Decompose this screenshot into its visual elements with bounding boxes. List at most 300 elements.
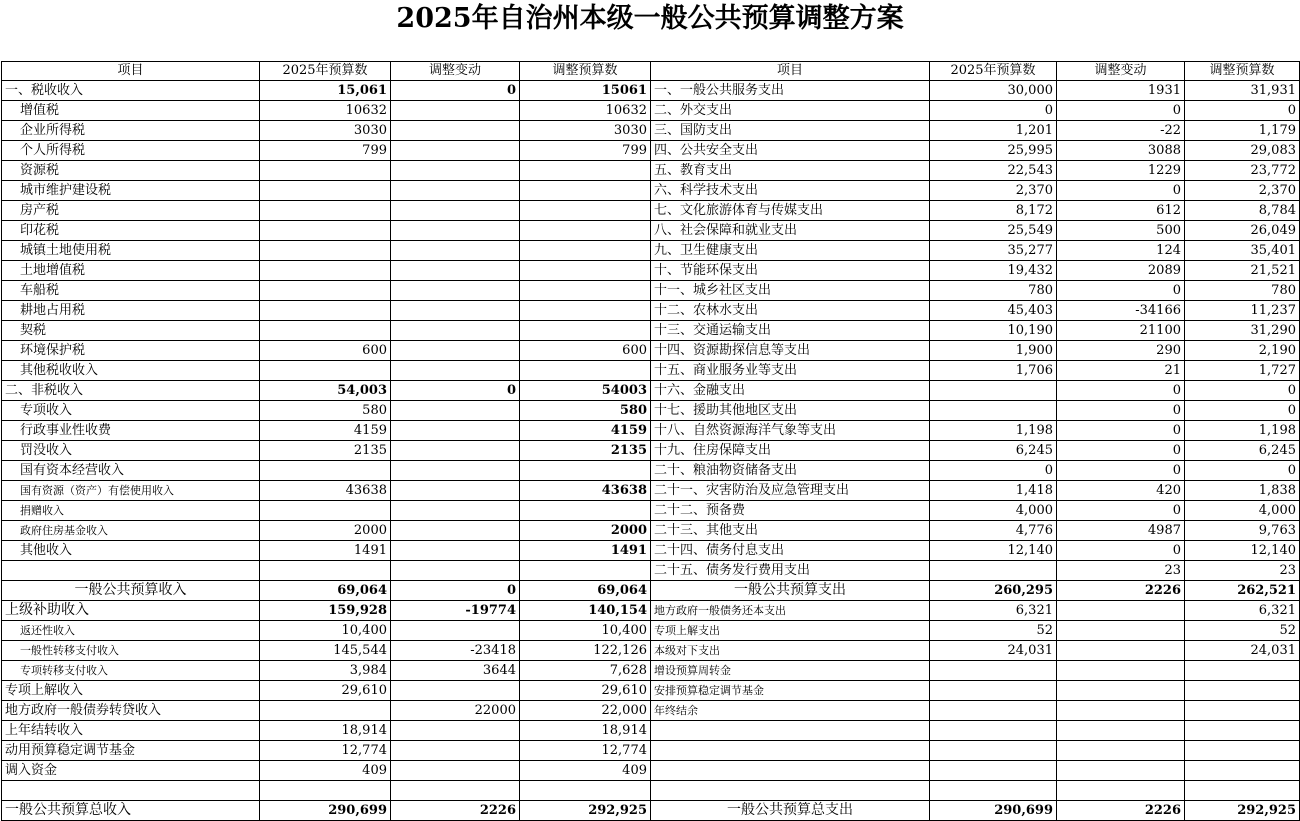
column-header: 调整预算数 xyxy=(1185,62,1300,81)
value-cell: 18,914 xyxy=(520,721,651,741)
value-cell: 292,925 xyxy=(520,801,651,821)
value-cell: 780 xyxy=(930,281,1057,301)
value-cell: 23 xyxy=(1185,561,1300,581)
table-row xyxy=(2,441,1300,461)
value-cell: 4987 xyxy=(1057,521,1185,541)
value-cell: 15061 xyxy=(520,81,651,101)
budget-table xyxy=(1,61,1300,821)
value-cell: 140,154 xyxy=(520,601,651,621)
value-cell: 600 xyxy=(260,341,391,361)
table-row xyxy=(2,621,1300,641)
value-cell xyxy=(1057,721,1185,741)
table-row xyxy=(2,661,1300,681)
value-cell: 30,000 xyxy=(930,81,1057,101)
value-cell: 799 xyxy=(260,141,391,161)
value-cell xyxy=(391,461,520,481)
item-cell: 六、科学技术支出 xyxy=(651,181,930,201)
value-cell xyxy=(1057,681,1185,701)
value-cell: 21100 xyxy=(1057,321,1185,341)
value-cell: 292,925 xyxy=(1185,801,1300,821)
value-cell xyxy=(260,261,391,281)
value-cell xyxy=(930,381,1057,401)
value-cell: 22,000 xyxy=(520,701,651,721)
item-cell: 二十五、债务发行费用支出 xyxy=(651,561,930,581)
value-cell: 2135 xyxy=(520,441,651,461)
value-cell xyxy=(391,261,520,281)
table-row xyxy=(2,101,1300,121)
item-cell: 耕地占用税 xyxy=(2,301,260,321)
value-cell: 2089 xyxy=(1057,261,1185,281)
value-cell: 1491 xyxy=(260,541,391,561)
value-cell: 1931 xyxy=(1057,81,1185,101)
value-cell: 0 xyxy=(1057,281,1185,301)
item-cell: 二十、粮油物资储备支出 xyxy=(651,461,930,481)
value-cell: 0 xyxy=(1185,101,1300,121)
value-cell xyxy=(391,501,520,521)
value-cell: 23,772 xyxy=(1185,161,1300,181)
item-cell: 车船税 xyxy=(2,281,260,301)
item-cell: 一、税收收入 xyxy=(2,81,260,101)
value-cell: 262,521 xyxy=(1185,581,1300,601)
value-cell xyxy=(930,561,1057,581)
column-header: 调整变动 xyxy=(391,62,520,81)
value-cell: 24,031 xyxy=(930,641,1057,661)
page-title: 2025年自治州本级一般公共预算调整方案 xyxy=(396,3,904,34)
item-cell: 专项转移支付收入 xyxy=(2,661,260,681)
item-cell: 上级补助收入 xyxy=(2,601,260,621)
value-cell: 7,628 xyxy=(520,661,651,681)
value-cell xyxy=(260,501,391,521)
item-cell: 专项上解收入 xyxy=(2,681,260,701)
value-cell: 799 xyxy=(520,141,651,161)
item-cell: 一、一般公共服务支出 xyxy=(651,81,930,101)
value-cell: 409 xyxy=(520,761,651,781)
value-cell xyxy=(391,141,520,161)
value-cell xyxy=(260,221,391,241)
item-cell: 国有资本经营收入 xyxy=(2,461,260,481)
table-row xyxy=(2,381,1300,401)
item-cell: 地方政府一般债务还本支出 xyxy=(651,601,930,621)
item-cell: 十一、城乡社区支出 xyxy=(651,281,930,301)
value-cell xyxy=(930,721,1057,741)
value-cell xyxy=(520,181,651,201)
value-cell xyxy=(1185,741,1300,761)
item-cell: 十八、自然资源海洋气象等支出 xyxy=(651,421,930,441)
value-cell: 26,049 xyxy=(1185,221,1300,241)
value-cell xyxy=(1057,641,1185,661)
value-cell xyxy=(520,461,651,481)
value-cell: 1,727 xyxy=(1185,361,1300,381)
value-cell: 500 xyxy=(1057,221,1185,241)
value-cell xyxy=(391,441,520,461)
table-row xyxy=(2,781,1300,801)
value-cell: 43638 xyxy=(260,481,391,501)
value-cell: 1,900 xyxy=(930,341,1057,361)
item-cell: 增设预算周转金 xyxy=(651,661,930,681)
value-cell: 10,400 xyxy=(520,621,651,641)
value-cell: 4,000 xyxy=(930,501,1057,521)
item-cell: 增值税 xyxy=(2,101,260,121)
item-cell xyxy=(2,561,260,581)
value-cell xyxy=(391,221,520,241)
item-cell: 政府住房基金收入 xyxy=(2,521,260,541)
value-cell: 12,774 xyxy=(260,741,391,761)
table-row xyxy=(2,421,1300,441)
value-cell xyxy=(260,701,391,721)
value-cell xyxy=(391,161,520,181)
value-cell xyxy=(1057,621,1185,641)
value-cell: 0 xyxy=(391,581,520,601)
value-cell: 21 xyxy=(1057,361,1185,381)
value-cell: 10,190 xyxy=(930,321,1057,341)
value-cell: 3030 xyxy=(260,121,391,141)
value-cell: 54,003 xyxy=(260,381,391,401)
value-cell xyxy=(391,621,520,641)
value-cell: 25,995 xyxy=(930,141,1057,161)
value-cell: 29,610 xyxy=(260,681,391,701)
item-cell: 其他税收收入 xyxy=(2,361,260,381)
value-cell: 1,706 xyxy=(930,361,1057,381)
value-cell xyxy=(391,421,520,441)
item-cell: 十、节能环保支出 xyxy=(651,261,930,281)
value-cell: 0 xyxy=(930,461,1057,481)
table-row xyxy=(2,281,1300,301)
value-cell: 45,403 xyxy=(930,301,1057,321)
table-row xyxy=(2,501,1300,521)
item-cell: 二、外交支出 xyxy=(651,101,930,121)
value-cell: 580 xyxy=(260,401,391,421)
value-cell: 290,699 xyxy=(260,801,391,821)
item-cell: 年终结余 xyxy=(651,701,930,721)
value-cell: 11,237 xyxy=(1185,301,1300,321)
value-cell: 52 xyxy=(1185,621,1300,641)
value-cell: 580 xyxy=(520,401,651,421)
value-cell xyxy=(260,781,391,801)
value-cell: 31,290 xyxy=(1185,321,1300,341)
value-cell: 2000 xyxy=(520,521,651,541)
value-cell: 8,172 xyxy=(930,201,1057,221)
value-cell xyxy=(1185,701,1300,721)
value-cell xyxy=(391,721,520,741)
value-cell xyxy=(260,301,391,321)
value-cell: 15,061 xyxy=(260,81,391,101)
value-cell xyxy=(391,761,520,781)
item-cell xyxy=(2,781,260,801)
value-cell xyxy=(1057,601,1185,621)
value-cell xyxy=(930,681,1057,701)
item-cell: 本级对下支出 xyxy=(651,641,930,661)
value-cell xyxy=(1057,741,1185,761)
item-cell: 资源税 xyxy=(2,161,260,181)
value-cell xyxy=(1185,721,1300,741)
value-cell xyxy=(391,281,520,301)
value-cell: 29,083 xyxy=(1185,141,1300,161)
value-cell: 69,064 xyxy=(520,581,651,601)
value-cell xyxy=(1185,761,1300,781)
value-cell: 4,000 xyxy=(1185,501,1300,521)
value-cell xyxy=(391,181,520,201)
item-cell: 二十二、预备费 xyxy=(651,501,930,521)
value-cell: 0 xyxy=(1057,381,1185,401)
value-cell xyxy=(1057,661,1185,681)
column-header: 调整变动 xyxy=(1057,62,1185,81)
table-row xyxy=(2,741,1300,761)
value-cell: 35,277 xyxy=(930,241,1057,261)
item-cell: 一般公共预算支出 xyxy=(651,581,930,601)
value-cell: 1,838 xyxy=(1185,481,1300,501)
value-cell: 43638 xyxy=(520,481,651,501)
value-cell: 69,064 xyxy=(260,581,391,601)
item-cell xyxy=(651,721,930,741)
value-cell: 2226 xyxy=(1057,581,1185,601)
value-cell: 25,549 xyxy=(930,221,1057,241)
value-cell xyxy=(391,361,520,381)
value-cell xyxy=(391,121,520,141)
value-cell: 3030 xyxy=(520,121,651,141)
item-cell: 一般公共预算总收入 xyxy=(2,801,260,821)
value-cell xyxy=(520,561,651,581)
value-cell: -22 xyxy=(1057,121,1185,141)
value-cell: 290,699 xyxy=(930,801,1057,821)
table-row xyxy=(2,641,1300,661)
table-row xyxy=(2,241,1300,261)
table-row xyxy=(2,801,1300,821)
value-cell: 260,295 xyxy=(930,581,1057,601)
value-cell: 2226 xyxy=(391,801,520,821)
value-cell: 18,914 xyxy=(260,721,391,741)
value-cell: 124 xyxy=(1057,241,1185,261)
value-cell: 9,763 xyxy=(1185,521,1300,541)
value-cell xyxy=(391,741,520,761)
value-cell: 2000 xyxy=(260,521,391,541)
value-cell: 1,418 xyxy=(930,481,1057,501)
value-cell xyxy=(391,781,520,801)
table-row xyxy=(2,721,1300,741)
item-cell: 土地增值税 xyxy=(2,261,260,281)
table-row xyxy=(2,601,1300,621)
value-cell xyxy=(260,461,391,481)
value-cell: 3644 xyxy=(391,661,520,681)
value-cell: 159,928 xyxy=(260,601,391,621)
item-cell: 契税 xyxy=(2,321,260,341)
value-cell xyxy=(930,781,1057,801)
item-cell: 十二、农林水支出 xyxy=(651,301,930,321)
value-cell: 8,784 xyxy=(1185,201,1300,221)
item-cell: 罚没收入 xyxy=(2,441,260,461)
item-cell: 国有资源（资产）有偿使用收入 xyxy=(2,481,260,501)
table-row xyxy=(2,121,1300,141)
value-cell: 6,321 xyxy=(930,601,1057,621)
value-cell: 31,931 xyxy=(1185,81,1300,101)
table-row xyxy=(2,321,1300,341)
item-cell: 一般公共预算总支出 xyxy=(651,801,930,821)
item-cell: 十四、资源勘探信息等支出 xyxy=(651,341,930,361)
value-cell xyxy=(260,181,391,201)
item-cell: 一般公共预算收入 xyxy=(2,581,260,601)
table-row xyxy=(2,161,1300,181)
item-cell: 房产税 xyxy=(2,201,260,221)
value-cell xyxy=(520,221,651,241)
value-cell: 12,140 xyxy=(930,541,1057,561)
value-cell: 0 xyxy=(391,381,520,401)
table-row xyxy=(2,701,1300,721)
value-cell: 1229 xyxy=(1057,161,1185,181)
table-row xyxy=(2,401,1300,421)
item-cell: 环境保护税 xyxy=(2,341,260,361)
value-cell: 1,179 xyxy=(1185,121,1300,141)
item-cell xyxy=(651,761,930,781)
value-cell: 0 xyxy=(1057,461,1185,481)
value-cell xyxy=(260,321,391,341)
item-cell: 十九、住房保障支出 xyxy=(651,441,930,461)
item-cell: 动用预算稳定调节基金 xyxy=(2,741,260,761)
item-cell: 城市维护建设税 xyxy=(2,181,260,201)
value-cell xyxy=(930,401,1057,421)
value-cell: 10,400 xyxy=(260,621,391,641)
item-cell: 捐赠收入 xyxy=(2,501,260,521)
value-cell: 0 xyxy=(1057,421,1185,441)
value-cell: 0 xyxy=(1057,441,1185,461)
value-cell: 6,245 xyxy=(1185,441,1300,461)
value-cell: -19774 xyxy=(391,601,520,621)
item-cell: 十三、交通运输支出 xyxy=(651,321,930,341)
value-cell xyxy=(391,201,520,221)
value-cell: 19,432 xyxy=(930,261,1057,281)
item-cell: 八、社会保障和就业支出 xyxy=(651,221,930,241)
value-cell: 22000 xyxy=(391,701,520,721)
item-cell: 二十三、其他支出 xyxy=(651,521,930,541)
value-cell: 0 xyxy=(1057,541,1185,561)
table-row xyxy=(2,461,1300,481)
item-cell: 地方政府一般债券转贷收入 xyxy=(2,701,260,721)
value-cell: 21,521 xyxy=(1185,261,1300,281)
value-cell: 24,031 xyxy=(1185,641,1300,661)
value-cell: 0 xyxy=(1057,501,1185,521)
value-cell xyxy=(391,101,520,121)
value-cell: 122,126 xyxy=(520,641,651,661)
item-cell: 十七、援助其他地区支出 xyxy=(651,401,930,421)
table-row xyxy=(2,521,1300,541)
value-cell xyxy=(1057,701,1185,721)
column-header: 2025年预算数 xyxy=(930,62,1057,81)
item-cell: 城镇土地使用税 xyxy=(2,241,260,261)
value-cell: 52 xyxy=(930,621,1057,641)
value-cell: 0 xyxy=(1057,101,1185,121)
value-cell xyxy=(391,561,520,581)
value-cell xyxy=(391,321,520,341)
value-cell xyxy=(391,541,520,561)
value-cell: 0 xyxy=(1185,461,1300,481)
value-cell: 4159 xyxy=(520,421,651,441)
item-cell: 十六、金融支出 xyxy=(651,381,930,401)
item-cell: 其他收入 xyxy=(2,541,260,561)
value-cell: 2135 xyxy=(260,441,391,461)
item-cell: 四、公共安全支出 xyxy=(651,141,930,161)
value-cell: 6,321 xyxy=(1185,601,1300,621)
value-cell xyxy=(520,361,651,381)
item-cell: 调入资金 xyxy=(2,761,260,781)
item-cell: 上年结转收入 xyxy=(2,721,260,741)
value-cell: 1,198 xyxy=(1185,421,1300,441)
value-cell xyxy=(260,281,391,301)
value-cell: 3088 xyxy=(1057,141,1185,161)
value-cell xyxy=(930,761,1057,781)
value-cell: 780 xyxy=(1185,281,1300,301)
table-row xyxy=(2,761,1300,781)
value-cell: 10632 xyxy=(520,101,651,121)
value-cell xyxy=(391,521,520,541)
value-cell: 2,190 xyxy=(1185,341,1300,361)
value-cell xyxy=(520,301,651,321)
value-cell: 0 xyxy=(930,101,1057,121)
value-cell: 3,984 xyxy=(260,661,391,681)
table-row xyxy=(2,481,1300,501)
value-cell: 22,543 xyxy=(930,161,1057,181)
value-cell xyxy=(520,281,651,301)
value-cell: 10632 xyxy=(260,101,391,121)
value-cell: 1,201 xyxy=(930,121,1057,141)
value-cell: 2226 xyxy=(1057,801,1185,821)
value-cell: 0 xyxy=(1185,381,1300,401)
table-row xyxy=(2,181,1300,201)
value-cell: 0 xyxy=(1057,401,1185,421)
item-cell: 安排预算稳定调节基金 xyxy=(651,681,930,701)
value-cell: 409 xyxy=(260,761,391,781)
value-cell: 12,774 xyxy=(520,741,651,761)
value-cell xyxy=(520,201,651,221)
value-cell: 0 xyxy=(1057,181,1185,201)
value-cell: 6,245 xyxy=(930,441,1057,461)
table-row xyxy=(2,81,1300,101)
value-cell: 4159 xyxy=(260,421,391,441)
value-cell xyxy=(1185,661,1300,681)
value-cell: 35,401 xyxy=(1185,241,1300,261)
value-cell xyxy=(391,241,520,261)
value-cell: 290 xyxy=(1057,341,1185,361)
item-cell: 个人所得税 xyxy=(2,141,260,161)
table-row xyxy=(2,341,1300,361)
value-cell: 145,544 xyxy=(260,641,391,661)
value-cell: 0 xyxy=(1185,401,1300,421)
value-cell xyxy=(391,481,520,501)
value-cell xyxy=(520,161,651,181)
table-row xyxy=(2,261,1300,281)
table-row xyxy=(2,221,1300,241)
value-cell: 54003 xyxy=(520,381,651,401)
table-row xyxy=(2,581,1300,601)
item-cell: 二十一、灾害防治及应急管理支出 xyxy=(651,481,930,501)
item-cell: 十五、商业服务业等支出 xyxy=(651,361,930,381)
item-cell: 七、文化旅游体育与传媒支出 xyxy=(651,201,930,221)
value-cell: 420 xyxy=(1057,481,1185,501)
value-cell xyxy=(260,161,391,181)
value-cell: 600 xyxy=(520,341,651,361)
value-cell: 0 xyxy=(391,81,520,101)
value-cell: -23418 xyxy=(391,641,520,661)
value-cell xyxy=(1185,781,1300,801)
column-header: 调整预算数 xyxy=(520,62,651,81)
item-cell: 返还性收入 xyxy=(2,621,260,641)
item-cell: 二十四、债务付息支出 xyxy=(651,541,930,561)
value-cell xyxy=(520,321,651,341)
item-cell: 二、非税收入 xyxy=(2,381,260,401)
value-cell: 23 xyxy=(1057,561,1185,581)
value-cell xyxy=(520,501,651,521)
value-cell xyxy=(1057,761,1185,781)
value-cell xyxy=(260,201,391,221)
value-cell xyxy=(1057,781,1185,801)
table-row xyxy=(2,681,1300,701)
